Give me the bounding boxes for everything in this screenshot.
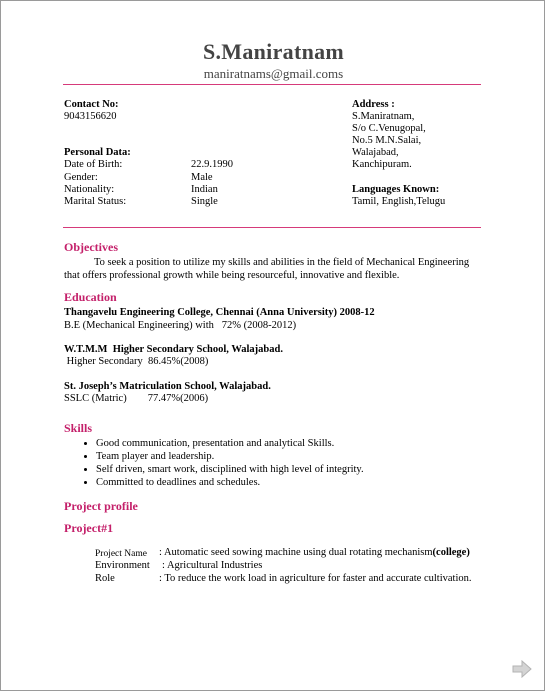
candidate-name: S.Maniratnam xyxy=(202,39,345,64)
project-env-value: : Agricultural Industries xyxy=(162,560,263,571)
address-line: S.Maniratnam, xyxy=(352,111,415,122)
education-detail: B.E (Mechanical Engineering) with 72% (2008-2012) xyxy=(64,320,297,331)
objectives-line-1: To seek a position to utilize my skills and abilities in the field of Mechanical Engineering xyxy=(94,257,470,268)
personal-data-label: Personal Data: xyxy=(64,147,131,158)
address-line: S/o C.Venugopal, xyxy=(352,123,426,134)
project-number-heading: Project#1 xyxy=(64,521,114,535)
personal-key: Gender: xyxy=(64,172,98,183)
project-profile-heading: Project profile xyxy=(64,499,138,513)
personal-value: 22.9.1990 xyxy=(191,159,233,170)
education-heading: Education xyxy=(64,290,117,304)
objectives-heading: Objectives xyxy=(64,240,118,254)
education-detail: Higher Secondary 86.45%(2008) xyxy=(64,356,209,367)
personal-key: Nationality: xyxy=(64,184,115,195)
contact-label: Contact No: xyxy=(64,99,119,110)
address-label: Address : xyxy=(352,99,395,110)
personal-value: Indian xyxy=(191,184,218,195)
languages-value: Tamil, English,Telugu xyxy=(352,196,446,207)
personal-key: Date of Birth: xyxy=(64,159,123,170)
skill-item: • Self driven, smart work, disciplined with high level of integrity. xyxy=(96,463,364,476)
header-divider xyxy=(63,84,481,85)
project-name-label: Project Name xyxy=(95,549,147,559)
objectives-line-2: that offers professional growth while being resourceful, innovative and flexible. xyxy=(64,270,400,281)
skill-item: • Committed to deadlines and schedules. xyxy=(96,476,364,489)
project-role-label: Role xyxy=(95,573,115,584)
skill-item: • Team player and leadership. xyxy=(96,450,364,463)
next-arrow-icon[interactable] xyxy=(512,660,532,678)
languages-label: Languages Known: xyxy=(352,184,440,195)
candidate-email: maniratnams@gmail.coms xyxy=(203,66,344,81)
education-school: St. Joseph’s Matriculation School, Walajabad. xyxy=(64,381,271,392)
personal-value: Single xyxy=(191,196,218,207)
personal-key: Marital Status: xyxy=(64,196,127,207)
skill-item: • Good communication, presentation and analytical Skills. xyxy=(96,437,364,450)
skills-list xyxy=(79,437,364,489)
education-school: W.T.M.M Higher Secondary School, Walajabad. xyxy=(64,344,283,355)
project-name-row xyxy=(159,547,470,559)
address-line: Kanchipuram. xyxy=(352,159,412,170)
address-line: No.5 M.N.Salai, xyxy=(352,135,422,146)
education-detail: SSLC (Matric) 77.47%(2006) xyxy=(64,393,209,404)
personal-value: Male xyxy=(191,172,213,183)
address-line: Walajabad, xyxy=(352,147,399,158)
project-name-value: : Automatic seed sowing machine using dual rotating mechanism xyxy=(159,547,433,558)
education-school: Thangavelu Engineering College, Chennai (Anna University) 2008-12 xyxy=(64,307,375,318)
skills-heading: Skills xyxy=(64,421,93,435)
project-name-suffix: (college) xyxy=(432,547,470,558)
project-role-value: : To reduce the work load in agriculture for faster and accurate cultivation. xyxy=(159,573,472,584)
contact-phone: 9043156620 xyxy=(64,111,117,122)
project-env-label: Environment xyxy=(95,560,150,571)
section-divider xyxy=(63,227,481,228)
